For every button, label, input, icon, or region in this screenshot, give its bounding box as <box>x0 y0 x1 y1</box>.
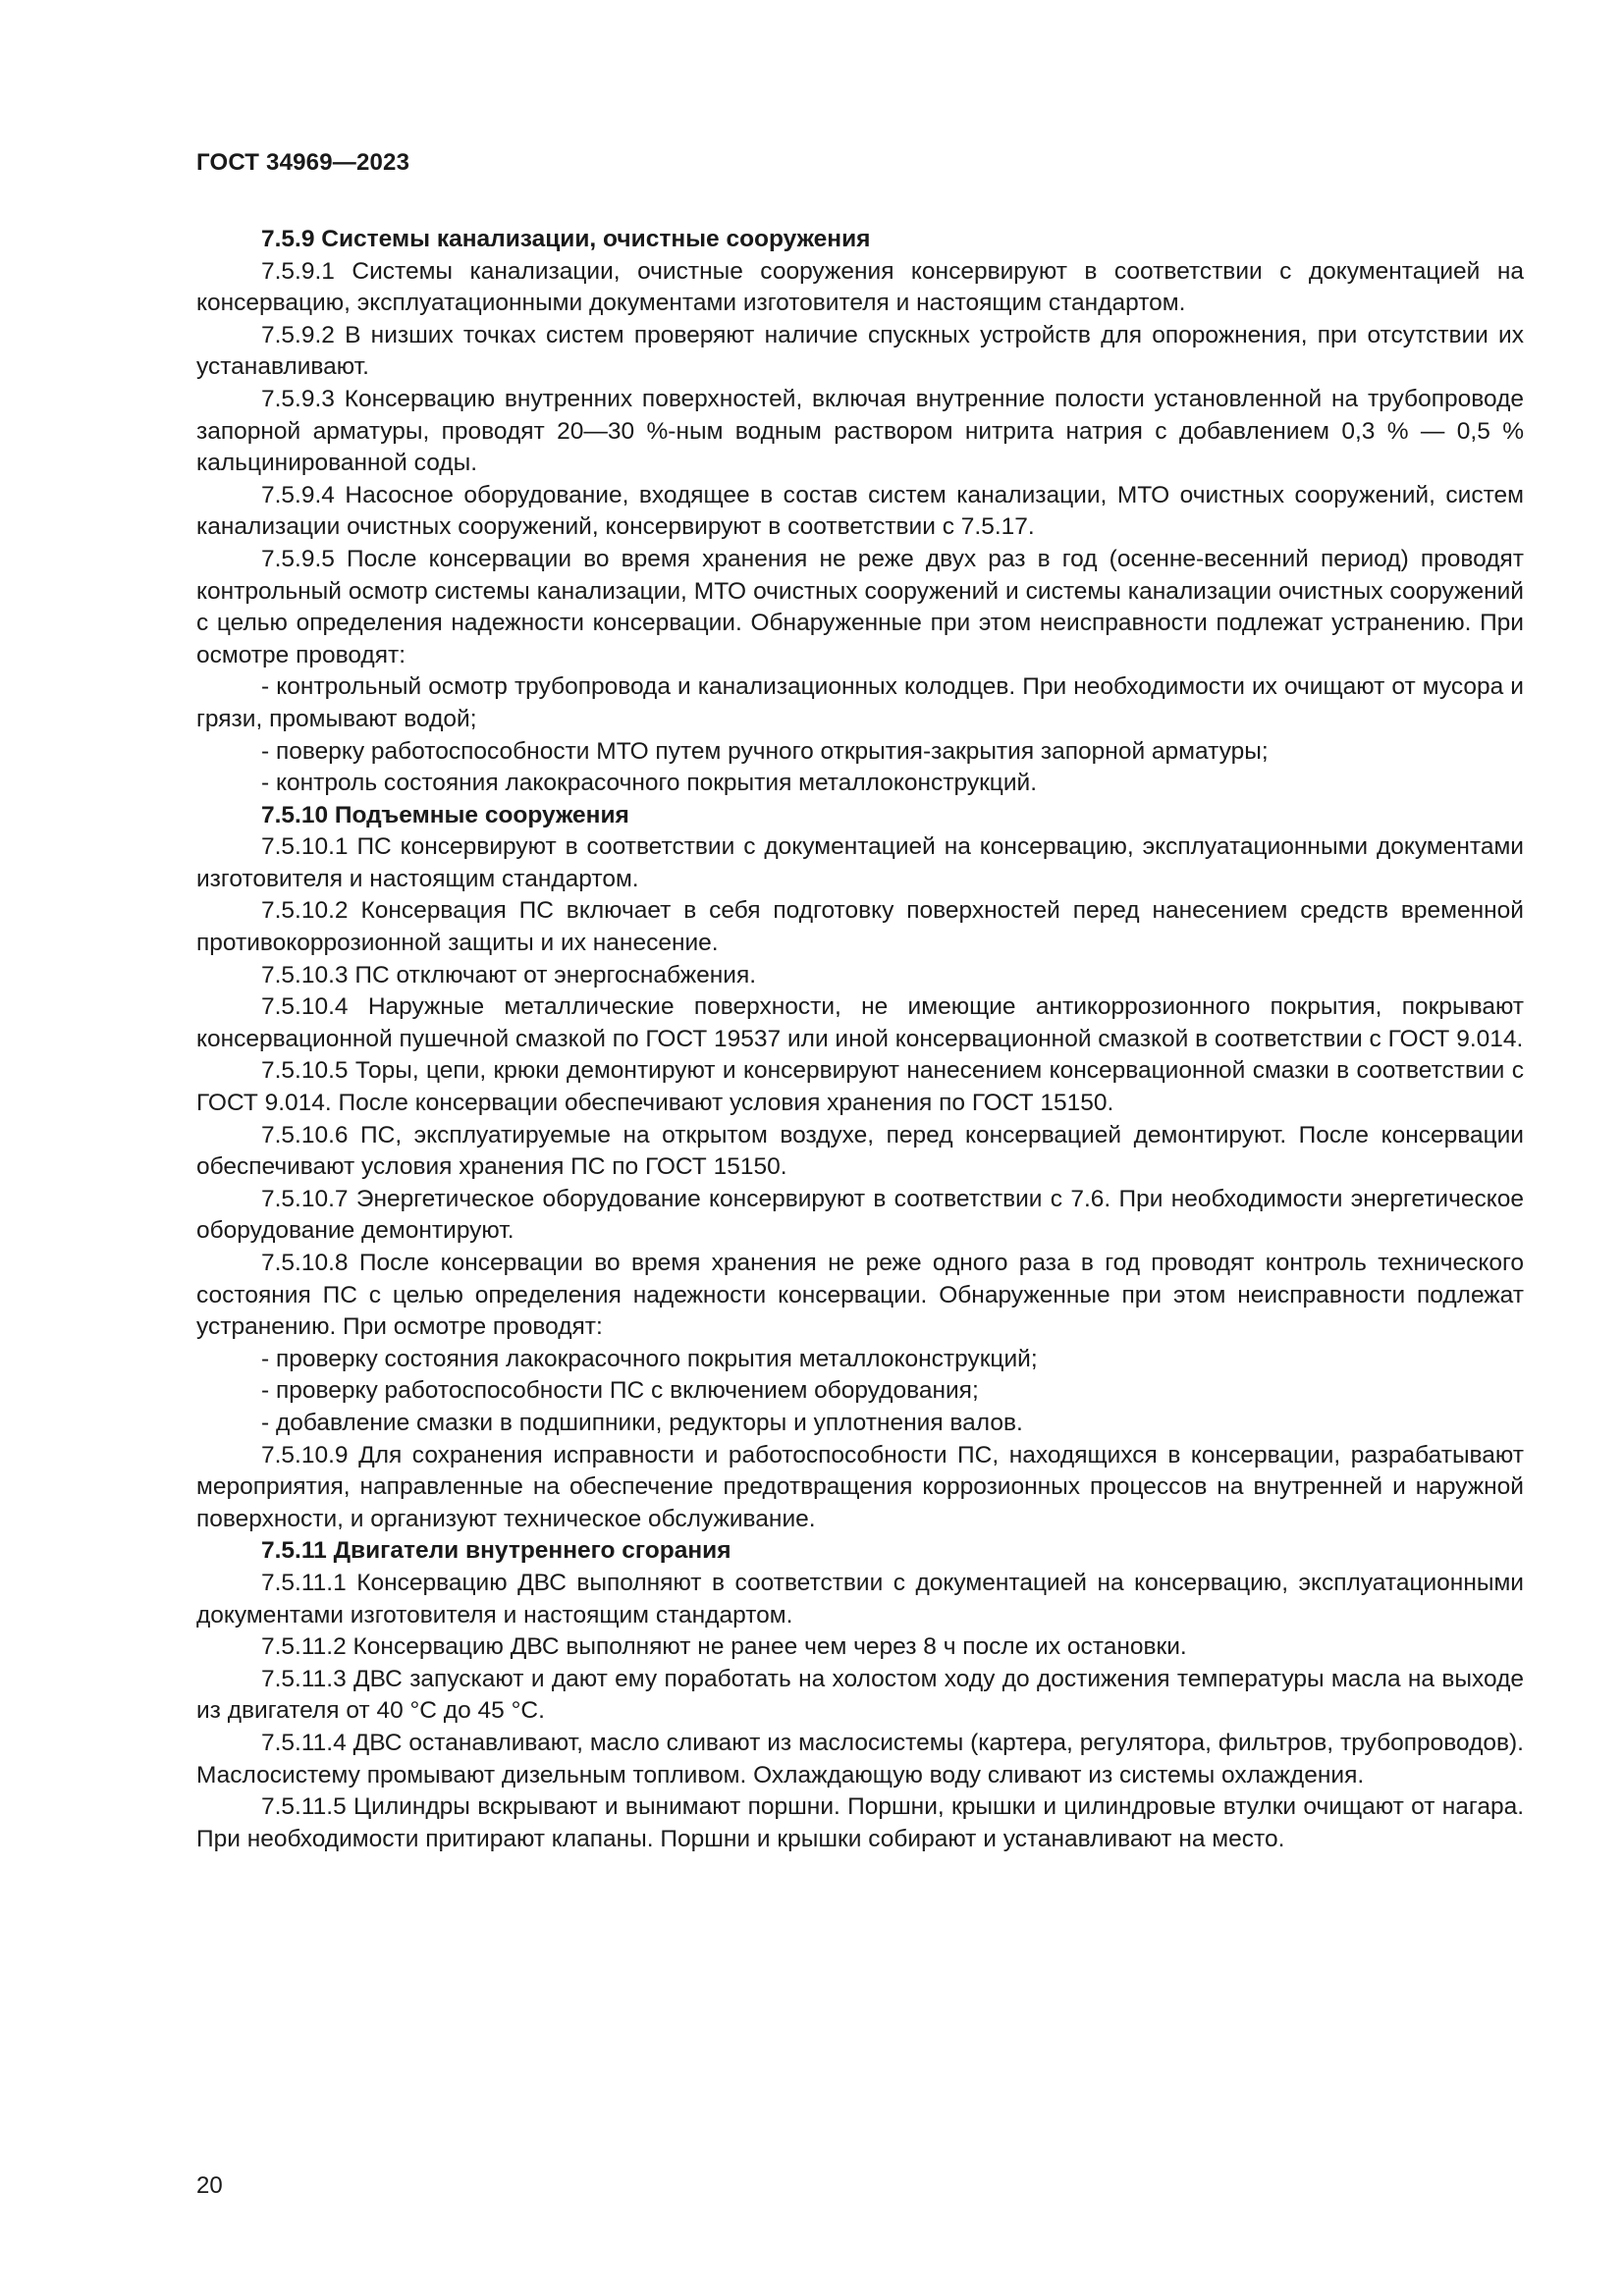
paragraph: 7.5.11.5 Цилиндры вскрывают и вынимают поршни. Поршни, крышки и цилиндровые втулки очищают от нагара. При необходимости притирают клапаны. Поршни и крышки собирают и устанавливают на место. <box>196 1793 1524 1852</box>
list-item: - контроль состояния лакокрасочного покрытия металлоконструкций. <box>261 770 1038 797</box>
section-heading: 7.5.10 Подъемные сооружения <box>261 801 629 828</box>
paragraph: 7.5.9.5 После консервации во время хранения не реже двух раз в год (осенне-весенний период) проводят контрольный осмотр системы канализации, МТО очистных сооружений и системы канализации очистных сооружений с целью определения надежности консервации. Обнаруженные при этом неисправности подлежат устранению. При осмотре проводят: <box>196 545 1524 668</box>
paragraph: 7.5.11.3 ДВС запускают и дают ему поработать на холостом ходу до достижения температуры масла на выходе из двигателя от 40 °С до 45 °С. <box>196 1665 1524 1725</box>
section-heading: 7.5.11 Двигатели внутреннего сгорания <box>261 1537 731 1565</box>
paragraph: 7.5.10.9 Для сохранения исправности и работоспособности ПС, находящихся в консервации, разрабатывают мероприятия, направленные на обеспечение предотвращения коррозионных процессов на внутренней и наружной поверхности, и организуют техническое обслуживание. <box>196 1441 1524 1532</box>
list-item: - поверку работоспособности МТО путем ручного открытия-закрытия запорной арматуры; <box>261 737 1269 765</box>
paragraph: 7.5.11.2 Консервацию ДВС выполняют не ранее чем через 8 ч после их остановки. <box>261 1633 1187 1661</box>
paragraph: 7.5.10.1 ПС консервируют в соответствии с документацией на консервацию, эксплуатационными документами изготовителя и настоящим стандартом. <box>196 833 1524 892</box>
paragraph: 7.5.10.3 ПС отключают от энергоснабжения. <box>261 961 757 988</box>
paragraph: 7.5.10.2 Консервация ПС включает в себя подготовку поверхностей перед нанесением средств временной противокоррозионной защиты и их нанесение. <box>196 897 1524 957</box>
paragraph: 7.5.11.4 ДВС останавливают, масло сливают из маслосистемы (картера, регулятора, фильтров, трубопроводов). Маслосистему промывают дизельным топливом. Охлаждающую воду сливают из системы охлаждения. <box>196 1729 1524 1789</box>
paragraph: 7.5.9.4 Насосное оборудование, входящее в состав систем канализации, МТО очистных сооружений, систем канализации очистных сооружений, консервируют в соответствии с 7.5.17. <box>196 481 1524 541</box>
paragraph: 7.5.9.3 Консервацию внутренних поверхностей, включая внутренние полости установленной на трубопроводе запорной арматуры, проводят 20—30 %-ным водным раствором нитрита натрия с добавлением 0,3 % — 0,5 % кальцинированной соды. <box>196 385 1524 477</box>
section-heading: 7.5.9 Системы канализации, очистные сооружения <box>261 226 871 252</box>
list-item: - контрольный осмотр трубопровода и канализационных колодцев. При необходимости их очищают от мусора и грязи, промывают водой; <box>196 673 1524 732</box>
paragraph: 7.5.10.5 Торы, цепи, крюки демонтируют и консервируют нанесением консервационной смазки в соответствии с ГОСТ 9.014. После консервации обеспечивают условия хранения по ГОСТ 15150. <box>196 1057 1524 1117</box>
list-item: - проверку состояния лакокрасочного покрытия металлоконструкций; <box>261 1345 1038 1372</box>
list-item: - проверку работоспособности ПС с включением оборудования; <box>261 1377 979 1405</box>
page-header-standard-code: ГОСТ 34969—2023 <box>196 149 410 176</box>
paragraph: 7.5.10.6 ПС, эксплуатируемые на открытом воздухе, перед консервацией демонтируют. После консервации обеспечивают условия хранения ПС по ГОСТ 15150. <box>196 1121 1524 1181</box>
paragraph: 7.5.11.1 Консервацию ДВС выполняют в соответствии с документацией на консервацию, эксплуатационными документами изготовителя и настоящим стандартом. <box>196 1569 1524 1629</box>
paragraph: 7.5.10.4 Наружные металлические поверхности, не имеющие антикоррозионного покрытия, покрывают консервационной пушечной смазкой по ГОСТ 19537 или иной консервационной смазкой в соответствии с ГОСТ 9.014. <box>196 993 1524 1052</box>
paragraph: 7.5.9.1 Системы канализации, очистные сооружения консервируют в соответствии с документацией на консервацию, эксплуатационными документами изготовителя и настоящим стандартом. <box>196 257 1524 317</box>
paragraph: 7.5.10.8 После консервации во время хранения не реже одного раза в год проводят контроль технического состояния ПС с целью определения надежности консервации. Обнаруженные при этом неисправности подлежат устранению. При осмотре проводят: <box>196 1250 1524 1341</box>
document-body <box>196 224 1524 1855</box>
paragraph: 7.5.10.7 Энергетическое оборудование консервируют в соответствии с 7.6. При необходимости энергетическое оборудование демонтируют. <box>196 1185 1524 1245</box>
page-number: 20 <box>196 2172 223 2199</box>
paragraph: 7.5.9.2 В низших точках систем проверяют наличие спускных устройств для опорожнения, при отсутствии их устанавливают. <box>196 321 1524 381</box>
list-item: - добавление смазки в подшипники, редукторы и уплотнения валов. <box>261 1409 1023 1436</box>
